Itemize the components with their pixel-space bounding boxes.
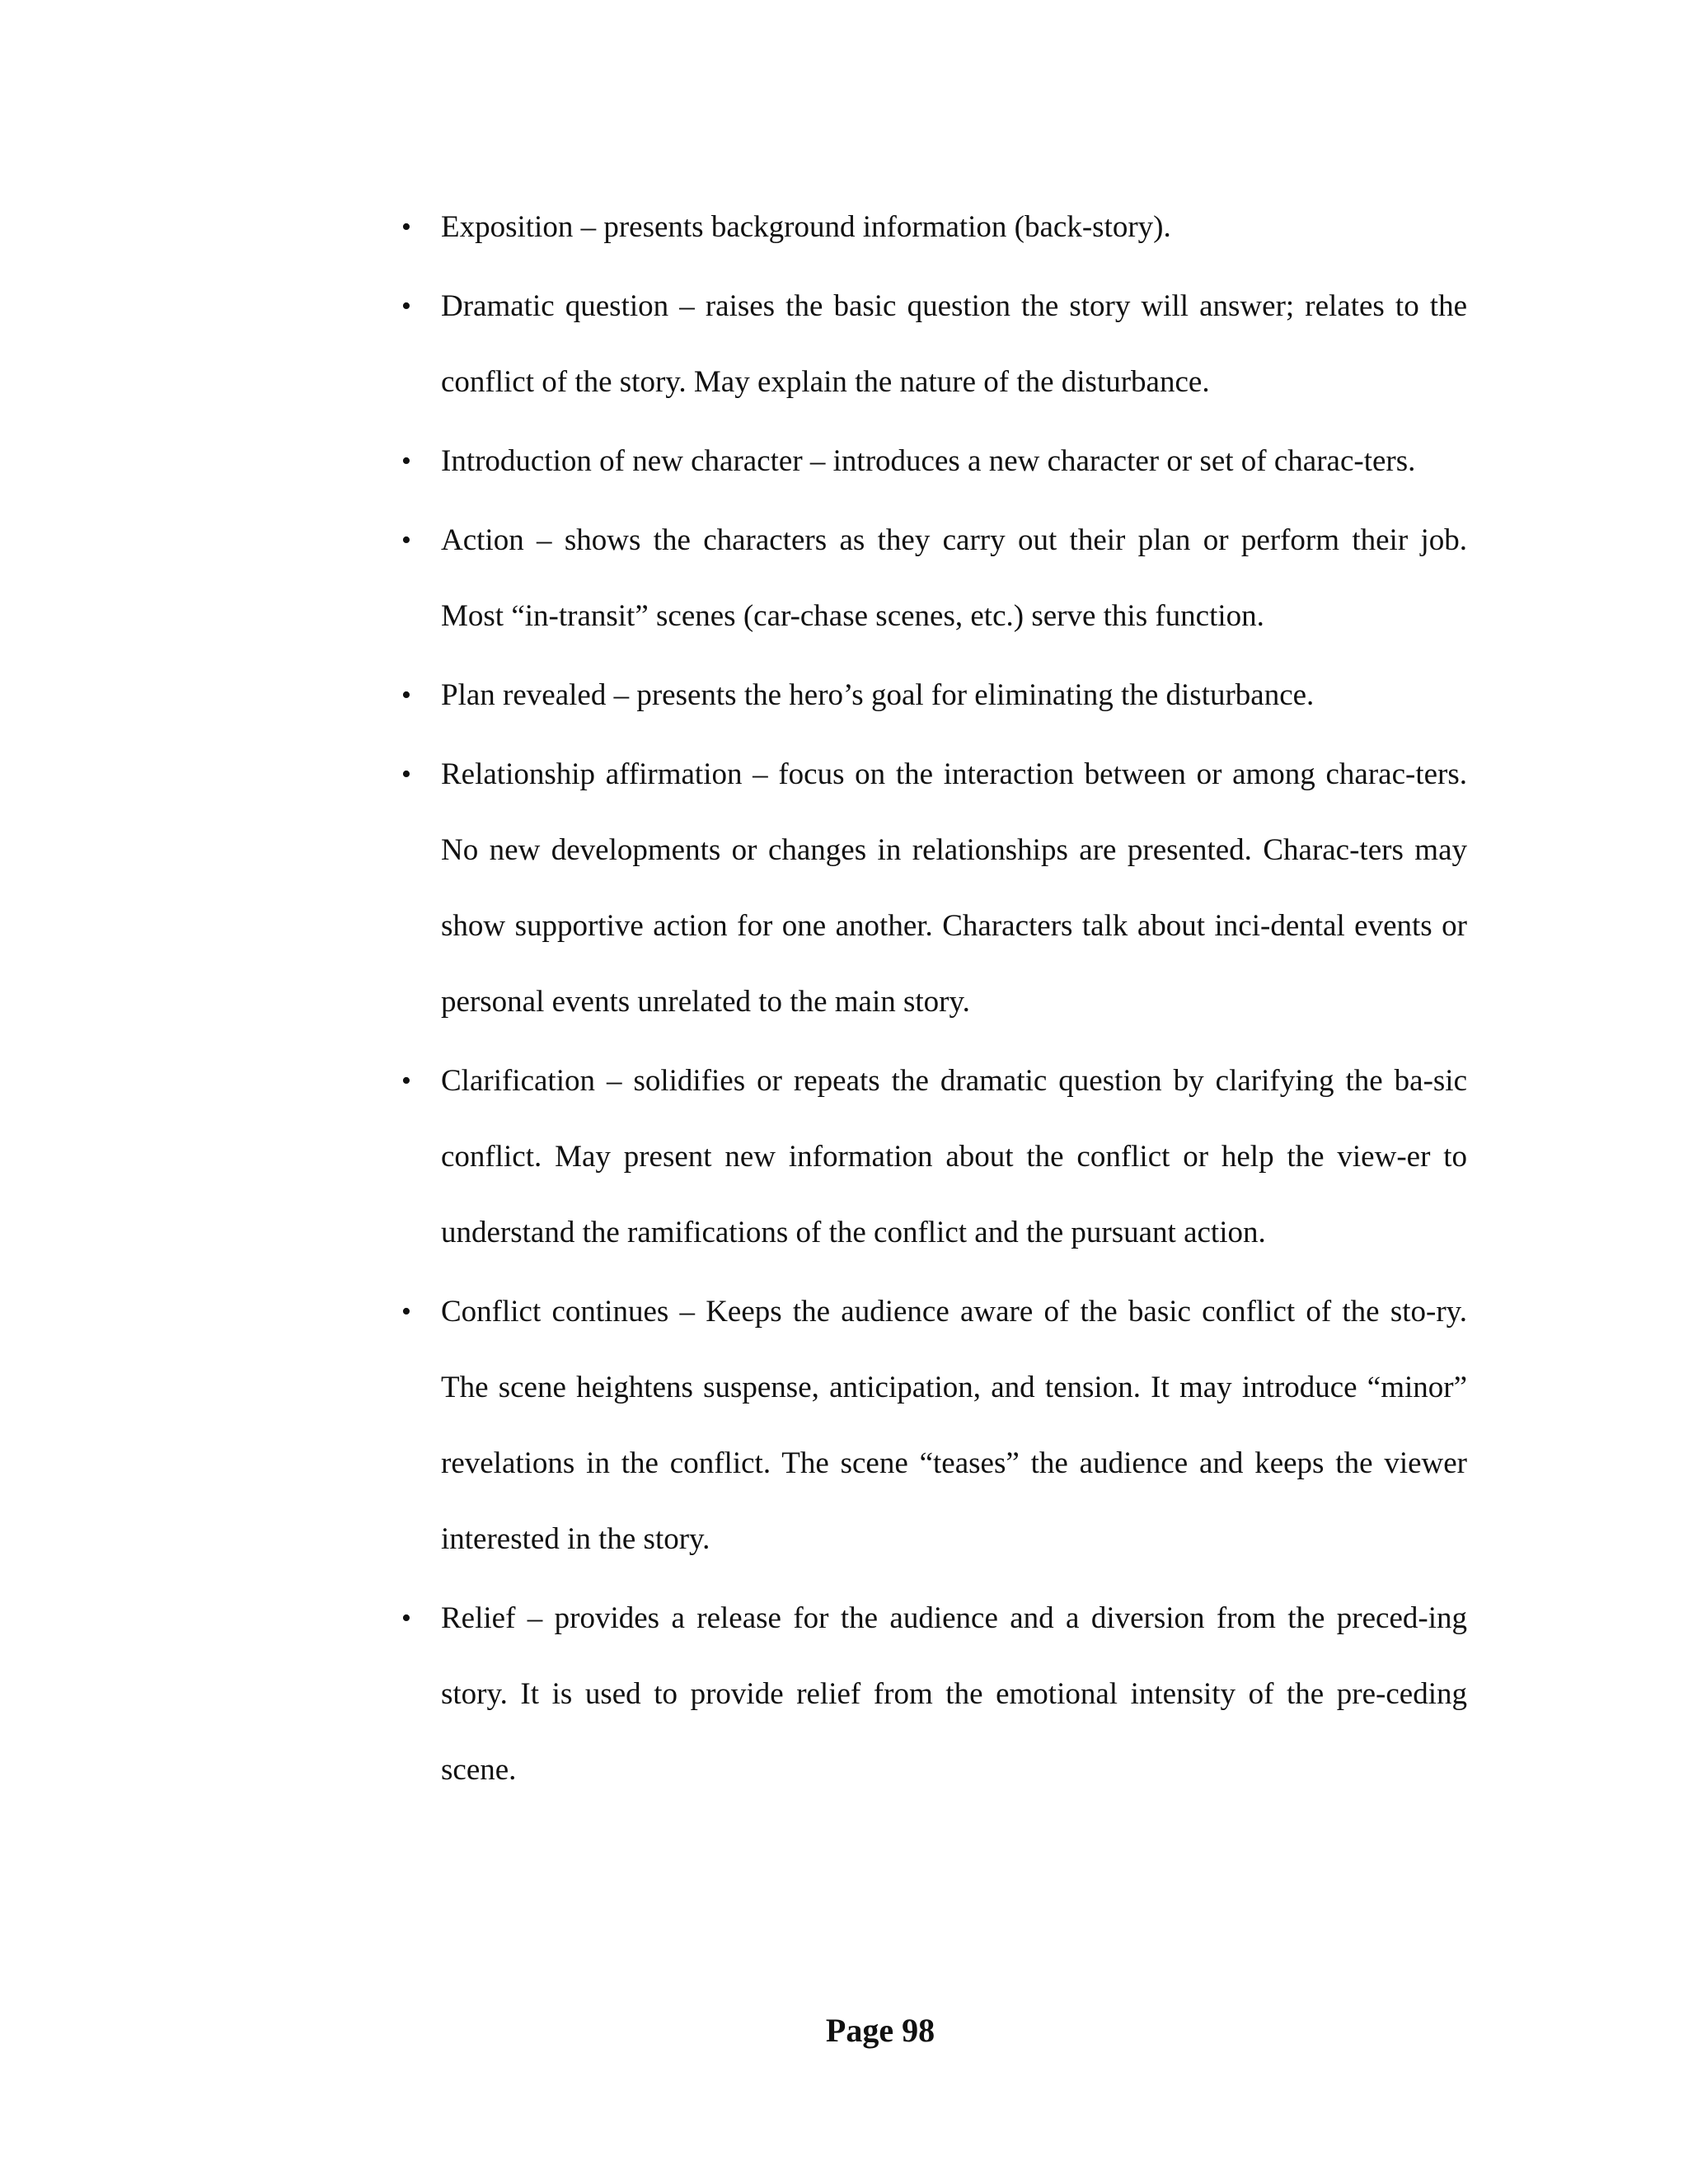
- list-item: [387, 1274, 1467, 1577]
- list-item: [387, 1043, 1467, 1271]
- list-item-text: Conflict continues – Keeps the audience aware of the basic conflict of the sto-ry. The scene heightens suspense, anticipation, and tension. It may introduce “minor” revelations in the conflict. The scene “teases” the audience and keeps the viewer interested in the story.: [441, 1295, 1467, 1556]
- list-item: [387, 1581, 1467, 1808]
- list-item: [387, 269, 1467, 420]
- bullet-icon: •: [401, 525, 411, 555]
- list-item-text: Dramatic question – raises the basic question the story will answer; relates to the conflict of the story. May explain the nature of the disturbance.: [441, 289, 1467, 399]
- list-item-text: Relationship affirmation – focus on the interaction between or among charac-ters. No new developments or changes in relationships are presented. Charac-ters may show supportive action for one another. Characters talk about inci-dental events or personal events unrelated to the main story.: [441, 757, 1467, 1019]
- list-item-text: Clarification – solidifies or repeats the dramatic question by clarifying the ba-sic conflict. May present new information about the conflict or help the view-er to understand the ramifications of the conflict and the pursuant action.: [441, 1064, 1467, 1249]
- list-item-text: Exposition – presents background information (back-story).: [441, 210, 1171, 244]
- bullet-icon: •: [401, 1296, 411, 1327]
- list-item: [387, 503, 1467, 654]
- bullet-icon: •: [401, 1066, 411, 1096]
- list-item-text: Introduction of new character – introduces a new character or set of charac-ters.: [441, 444, 1416, 478]
- bullet-icon: •: [401, 212, 411, 242]
- page-number: Page 98: [825, 2012, 935, 2049]
- bullet-icon: •: [401, 1603, 411, 1633]
- bullet-icon: •: [401, 680, 411, 710]
- bullet-icon: •: [401, 291, 411, 321]
- list-item: [387, 658, 1467, 733]
- list-item-text: Plan revealed – presents the hero’s goal for eliminating the disturbance.: [441, 678, 1315, 712]
- list-item-text: Action – shows the characters as they carry out their plan or perform their job. Most “in-transit” scenes (car-chase scenes, etc.) serve this function.: [441, 523, 1467, 633]
- list-item: [387, 190, 1467, 265]
- scene-function-list: [387, 190, 1467, 1811]
- list-item-text: Relief – provides a release for the audience and a diversion from the preced-ing story. It is used to provide relief from the emotional intensity of the pre-ceding scene.: [441, 1601, 1467, 1787]
- list-item: [387, 737, 1467, 1040]
- bullet-icon: •: [401, 759, 411, 790]
- list-item: [387, 424, 1467, 499]
- bullet-icon: •: [401, 446, 411, 476]
